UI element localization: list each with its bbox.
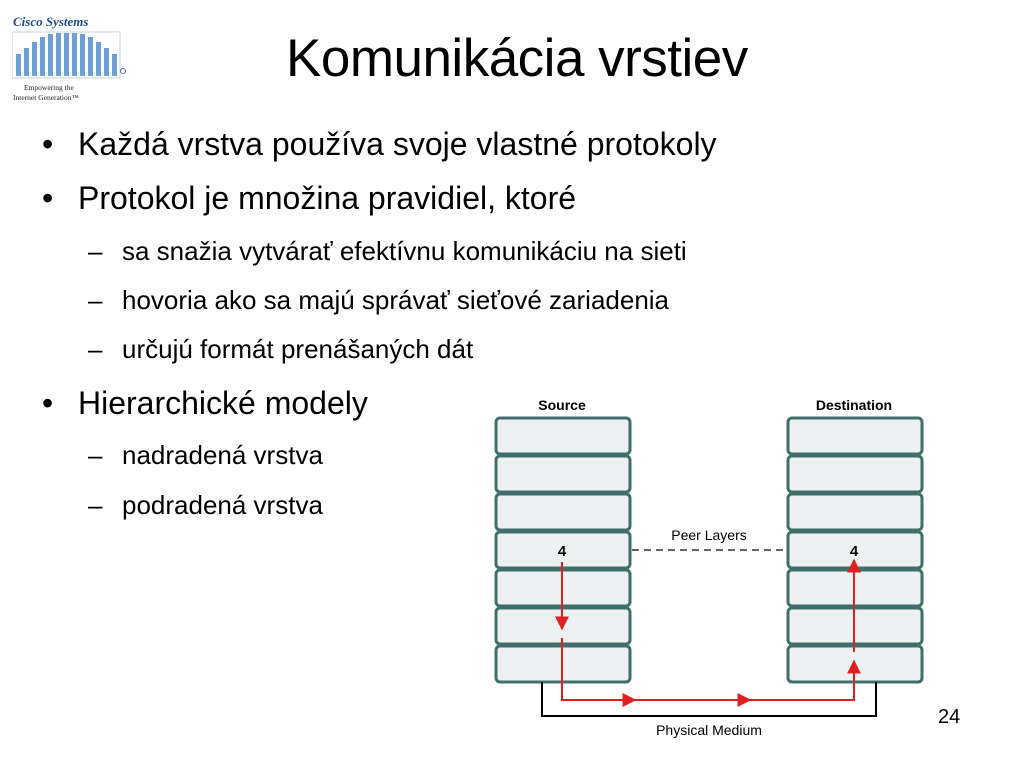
registered-mark-icon	[121, 69, 126, 74]
bullet-marker: •	[42, 180, 54, 216]
sub-bullet-marker: –	[88, 490, 103, 520]
source-layer	[496, 456, 630, 492]
destination-layer	[788, 494, 922, 530]
sub-bullet-marker: –	[88, 285, 103, 315]
sub-bullet-marker: –	[88, 334, 103, 364]
physical-medium-label: Physical Medium	[656, 722, 762, 738]
sub-bullet-text: nadradená vrstva	[122, 440, 323, 470]
sub-bullet-text: sa snažia vytvárať efektívnu komunikáciu na sieti	[122, 236, 687, 266]
destination-label: Destination	[815, 397, 893, 413]
sub-bullet-text: hovoria ako sa majú správať sieťové zariadenia	[122, 285, 670, 315]
peer-layers-diagram	[480, 390, 940, 750]
peer-layers-label: Peer Layers	[671, 527, 747, 543]
logo-tagline-2: Internet Generation™	[13, 93, 79, 102]
destination-layer	[788, 456, 922, 492]
bullet-marker: •	[42, 126, 54, 162]
bullet-text: Protokol je množina pravidiel, ktoré	[78, 180, 577, 216]
sub-bullet-text: podradená vrstva	[122, 490, 323, 520]
bullet-marker: •	[42, 385, 54, 421]
source-label: Source	[538, 397, 586, 413]
source-layer	[496, 494, 630, 530]
cisco-logo-graphic	[12, 14, 128, 104]
sub-bullet-marker: –	[88, 236, 103, 266]
page-number: 24	[938, 706, 961, 728]
logo-wordmark: Cisco Systems	[13, 14, 89, 29]
source-layer-number: 4	[557, 543, 567, 560]
bullet-text: Každá vrstva používa svoje vlastné protokoly	[78, 126, 717, 162]
logo-tagline-1: Empowering the	[24, 83, 74, 92]
source-layer	[496, 418, 630, 454]
sub-bullet-text: určujú formát prenášaných dát	[122, 334, 474, 364]
cisco-logo	[12, 14, 128, 104]
destination-layer-number: 4	[849, 543, 859, 560]
slide-title: Komunikácia vrstiev	[286, 29, 748, 88]
destination-layer	[788, 418, 922, 454]
sub-bullet-marker: –	[88, 440, 103, 470]
peer-layers-diagram-graphic	[480, 390, 940, 750]
bullet-text: Hierarchické modely	[78, 385, 368, 421]
